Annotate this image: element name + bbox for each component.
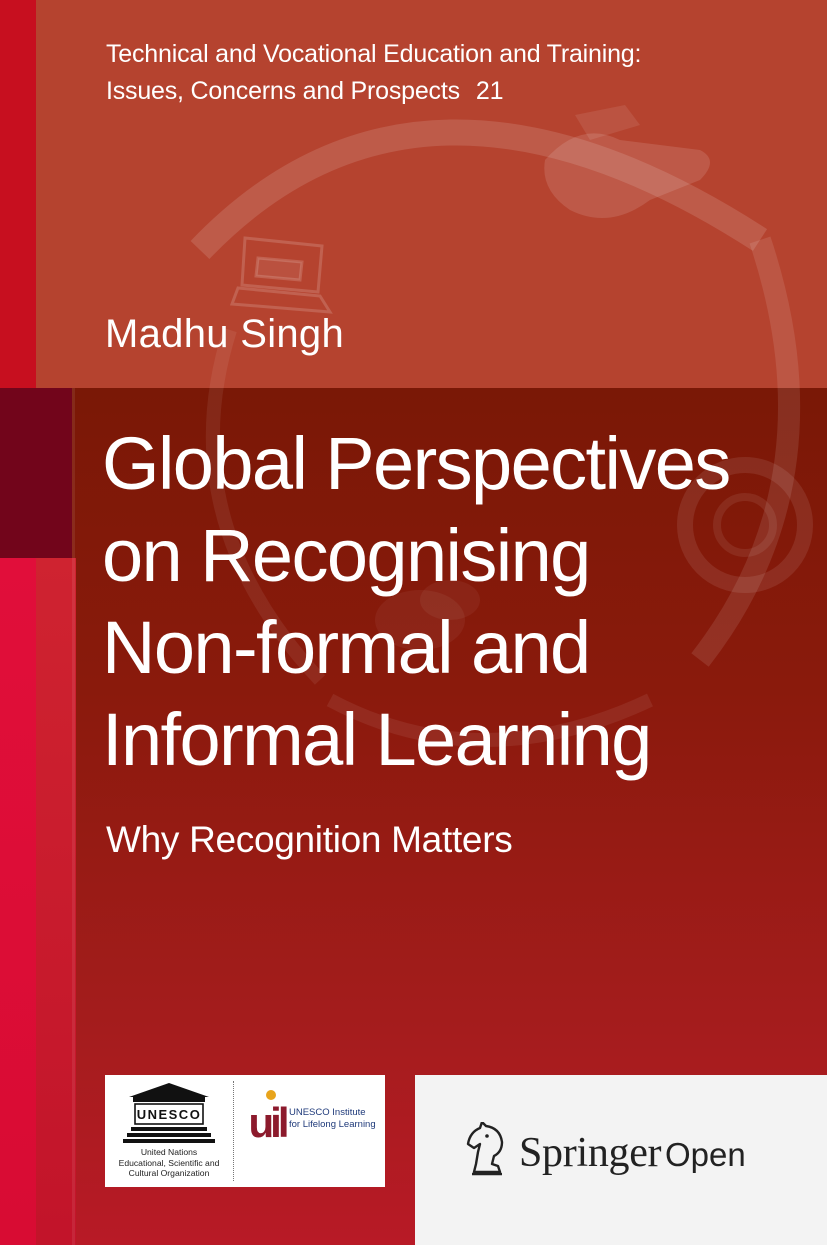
uil-logo <box>241 1075 385 1187</box>
laptop-icon <box>232 238 330 312</box>
springer-horse-icon <box>464 1122 510 1176</box>
publisher-name: Springer <box>519 1130 662 1176</box>
unesco-wordmark: UNESCO <box>136 1107 202 1122</box>
title-line-3: Non-formal and <box>102 606 590 689</box>
uil-caption-line-1: UNESCO Institute <box>289 1107 366 1118</box>
partner-logos <box>105 1075 385 1187</box>
series-title <box>106 36 786 110</box>
series-line-1: Technical and Vocational Education and Training: <box>106 40 642 68</box>
unesco-caption <box>105 1147 233 1179</box>
logo-separator <box>233 1081 234 1181</box>
series-name: Issues, Concerns and Prospects <box>106 77 460 105</box>
publisher-logo <box>415 1075 827 1245</box>
uil-mark-icon <box>243 1081 291 1151</box>
unesco-caption-line-2: Educational, Scientific and <box>118 1157 220 1168</box>
title-line-4: Informal Learning <box>102 698 651 781</box>
unesco-temple-icon <box>105 1075 233 1147</box>
unesco-logo <box>105 1075 233 1187</box>
title-line-2: on Recognising <box>102 514 590 597</box>
unesco-caption-line-3: Cultural Organization <box>128 1168 210 1178</box>
publisher-imprint: Open <box>665 1136 746 1173</box>
book-title <box>102 418 812 786</box>
unesco-caption-line-1: United Nations <box>140 1147 198 1157</box>
uil-mark: uil <box>248 1099 286 1146</box>
author-name: Madhu Singh <box>105 312 345 356</box>
series-volume: 21 <box>475 77 504 105</box>
uil-caption <box>289 1107 376 1130</box>
uil-caption-line-2: for Lifelong Learning <box>289 1118 376 1130</box>
series-line-2 <box>106 73 786 110</box>
title-line-1: Global Perspectives <box>102 422 730 505</box>
book-subtitle: Why Recognition Matters <box>106 819 513 860</box>
